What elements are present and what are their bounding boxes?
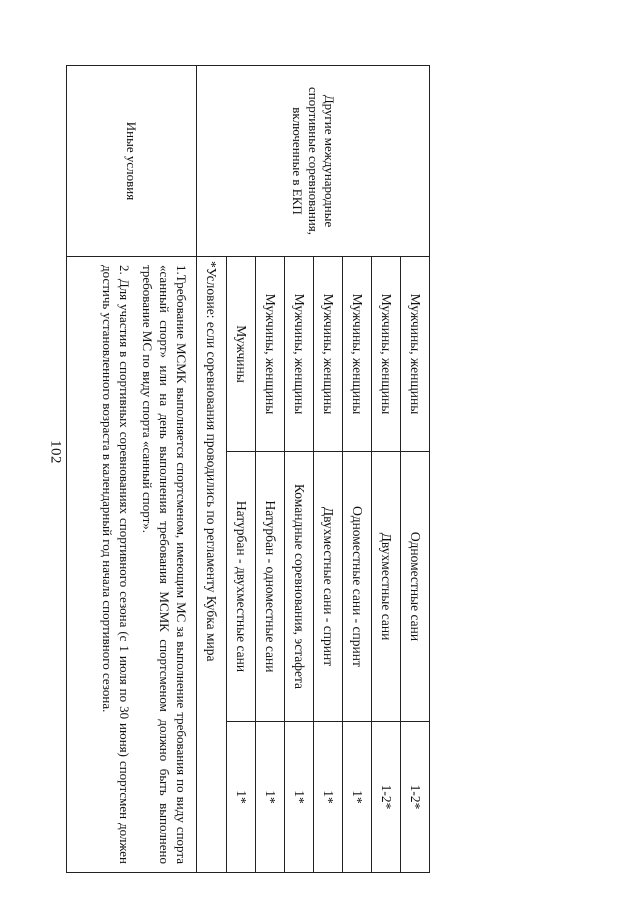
place-cell: 1* [350, 790, 365, 804]
place-cell: 1-2* [379, 784, 394, 810]
participants-cell: Мужчины, женщины [256, 257, 284, 452]
section-label-other-competitions: Другие международные спортивные соревнования, включенные в ЕКП [197, 66, 429, 257]
page-number: 102 [47, 440, 64, 464]
other-conditions-section [66, 66, 197, 872]
requirements-table [66, 65, 430, 873]
table-row [371, 257, 400, 872]
table-row [284, 257, 313, 872]
rotated-table-region [66, 65, 430, 873]
discipline-cell: Двухместные сани [372, 452, 400, 722]
discipline-cell: Командные соревнования, эстафета [285, 452, 313, 722]
discipline-cell: Натурбан - двухместные сани [227, 452, 255, 722]
condition-item: 1.Требование МСМК выполняется спортсменом, имеющим МС за выполнение требования по виду спорта «санный спорт» или на день выполнения требования МСМК спортсменом должно быть выполнено требование МС по виду спорта «санный спорт». [140, 265, 189, 864]
conditions-text [66, 257, 196, 872]
discipline-cell: Натурбан - одноместные сани [256, 452, 284, 722]
participants-cell: Мужчины [227, 257, 255, 452]
other-competitions-section [197, 66, 429, 872]
place-cell: 1-2* [408, 784, 423, 810]
participants-cell: Мужчины, женщины [285, 257, 313, 452]
table-row [313, 257, 342, 872]
place-cell: 1* [321, 790, 336, 804]
table-row [255, 257, 284, 872]
participants-cell: Мужчины, женщины [372, 257, 400, 452]
place-cell: 1* [263, 790, 278, 804]
participants-cell: Мужчины, женщины [314, 257, 342, 452]
competition-rows [197, 257, 429, 872]
section-label-other-conditions: Иные условия [66, 66, 196, 257]
condition-item: 2. Для участия в спортивных соревнованиях спортивного сезона (с 1 июля по 30 июня) спортсмен должен достичь установленного возраста в календарный год начала спортивного сезона. [100, 265, 132, 864]
table-row [342, 257, 371, 872]
discipline-cell: Двухместные сани - спринт [314, 452, 342, 722]
participants-cell: Мужчины, женщины [343, 257, 371, 452]
discipline-cell: Одноместные сани [401, 452, 429, 722]
table-row [226, 257, 255, 872]
discipline-cell: Одноместные сани - спринт [343, 452, 371, 722]
place-cell: 1* [234, 790, 249, 804]
place-cell: 1* [292, 790, 307, 804]
participants-cell: Мужчины, женщины [401, 257, 429, 452]
footnote: *Условие: если соревнования проводились по регламенту Кубка мира [204, 261, 220, 662]
table-row [400, 257, 429, 872]
